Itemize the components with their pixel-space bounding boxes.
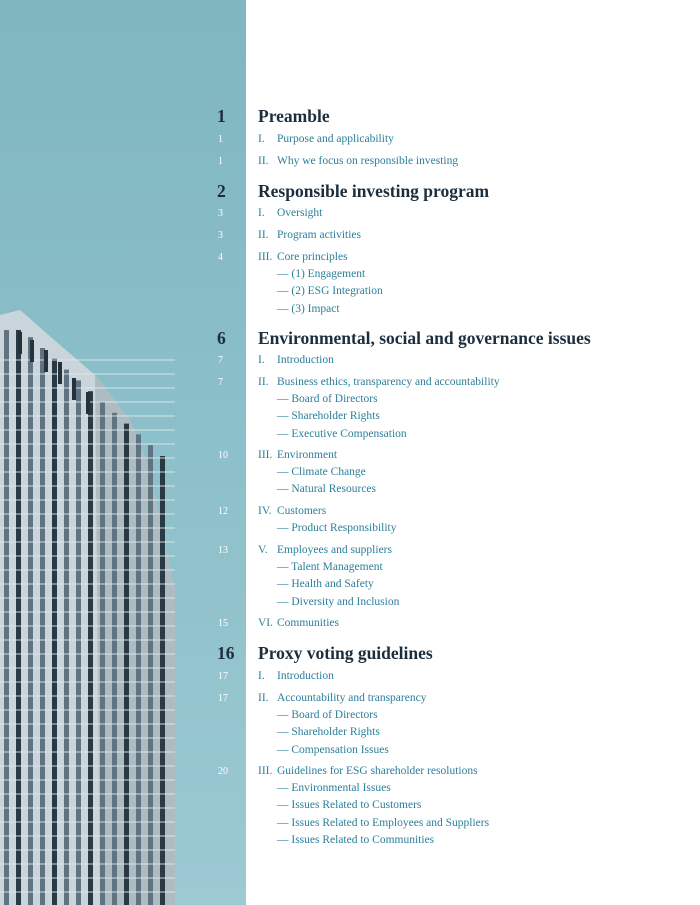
section-page-number: 6	[217, 328, 226, 348]
section-title[interactable]: Proxy voting guidelines	[258, 643, 433, 663]
toc-item-link[interactable]: Business ethics, transparency and accountability	[277, 376, 500, 388]
item-numeral: III.	[258, 765, 273, 777]
section-page-number: 1	[217, 106, 226, 126]
toc-subitem-link[interactable]: — (2) ESG Integration	[277, 285, 383, 298]
item-numeral: III.	[258, 251, 273, 263]
item-page-number: 3	[218, 208, 223, 219]
toc-subitem-link[interactable]: — Diversity and Inclusion	[277, 595, 400, 608]
toc-subitem-link[interactable]: — (3) Impact	[277, 302, 340, 315]
item-numeral: IV.	[258, 505, 272, 517]
toc-subitem-link[interactable]: — Product Responsibility	[277, 522, 397, 535]
toc-subitem-link[interactable]: — Issues Related to Communities	[277, 833, 435, 846]
item-page-number: 4	[218, 252, 223, 263]
item-numeral: VI.	[258, 617, 274, 629]
item-page-number: 7	[218, 355, 223, 366]
toc-subitem-link[interactable]: — Health and Safety	[277, 578, 374, 591]
item-numeral: II.	[258, 692, 269, 704]
item-numeral: I.	[258, 207, 265, 219]
toc-item-link[interactable]: Purpose and applicability	[277, 133, 394, 145]
toc-item-link[interactable]: Oversight	[277, 207, 323, 219]
item-numeral: III.	[258, 449, 273, 461]
toc-subitem-link[interactable]: — Board of Directors	[277, 709, 378, 722]
item-page-number: 17	[218, 693, 228, 704]
toc-item-link[interactable]: Environment	[277, 449, 338, 461]
item-numeral: II.	[258, 155, 269, 167]
toc-item-link[interactable]: Core principles	[277, 251, 348, 263]
section-page-number: 2	[217, 181, 226, 201]
item-numeral: II.	[258, 376, 269, 388]
toc-item-link[interactable]: Customers	[277, 505, 327, 517]
toc-item-link[interactable]: Introduction	[277, 670, 334, 682]
toc-subitem-link[interactable]: — Natural Resources	[277, 483, 376, 496]
toc-item-link[interactable]: Guidelines for ESG shareholder resolutions	[277, 765, 478, 777]
item-page-number: 17	[218, 671, 228, 682]
toc-item-link[interactable]: Employees and suppliers	[277, 544, 392, 556]
toc-item-link[interactable]: Communities	[277, 617, 339, 629]
item-numeral: V.	[258, 544, 268, 556]
toc-item-link[interactable]: Why we focus on responsible investing	[277, 155, 459, 167]
section-title[interactable]: Preamble	[258, 106, 330, 126]
toc-subitem-link[interactable]: — Shareholder Rights	[277, 726, 380, 739]
toc-subitem-link[interactable]: — Climate Change	[277, 466, 366, 479]
toc-subitem-link[interactable]: — Executive Compensation	[277, 427, 407, 440]
item-page-number: 20	[218, 766, 228, 777]
section-page-number: 16	[217, 643, 235, 663]
item-page-number: 1	[218, 134, 223, 145]
toc-subitem-link[interactable]: — Environmental Issues	[277, 782, 391, 795]
item-numeral: II.	[258, 229, 269, 241]
item-page-number: 10	[218, 450, 228, 461]
toc-item-link[interactable]: Introduction	[277, 354, 334, 366]
section-title[interactable]: Environmental, social and governance issues	[258, 328, 591, 348]
toc-subitem-link[interactable]: — (1) Engagement	[277, 268, 366, 281]
toc-item-link[interactable]: Accountability and transparency	[277, 692, 427, 704]
item-numeral: I.	[258, 670, 265, 682]
toc-subitem-link[interactable]: — Issues Related to Customers	[277, 799, 422, 812]
toc-item-link[interactable]: Program activities	[277, 229, 361, 241]
section-title[interactable]: Responsible investing program	[258, 181, 490, 201]
toc-subitem-link[interactable]: — Board of Directors	[277, 393, 378, 406]
toc-subitem-link[interactable]: — Shareholder Rights	[277, 410, 380, 423]
toc-subitem-link[interactable]: — Talent Management	[277, 561, 383, 574]
item-page-number: 7	[218, 377, 223, 388]
item-page-number: 12	[218, 506, 228, 517]
toc-subitem-link[interactable]: — Compensation Issues	[277, 743, 389, 756]
toc-subitem-link[interactable]: — Issues Related to Employees and Suppliers	[277, 816, 490, 829]
item-numeral: I.	[258, 354, 265, 366]
item-numeral: I.	[258, 133, 265, 145]
item-page-number: 1	[218, 156, 223, 167]
item-page-number: 3	[218, 230, 223, 241]
item-page-number: 15	[218, 618, 228, 629]
item-page-number: 13	[218, 545, 228, 556]
